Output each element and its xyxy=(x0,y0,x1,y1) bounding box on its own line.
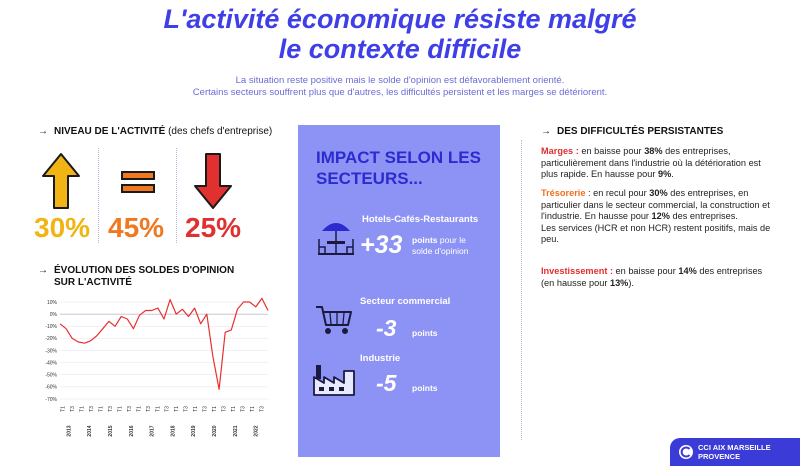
marges-paragraph: Marges : en baisse pour 38% des entreprises, particulièrement dans l'industrie où la détérioration est plus rapide. En hausse pour 9%. xyxy=(541,146,761,180)
x-sub-label: T3 xyxy=(108,406,114,412)
x-sub-label: T3 xyxy=(259,406,266,412)
difficulties-heading: → DES DIFFICULTÉS PERSISTANTES xyxy=(541,126,724,137)
activity-down-pct: 25% xyxy=(185,212,242,243)
impact-title: IMPACT SELON LES SECTEURS... xyxy=(316,148,481,188)
shopping-cart-icon xyxy=(314,303,354,337)
cafe-table-icon xyxy=(316,217,356,257)
x-sub-label: T1 xyxy=(212,406,218,412)
logo-text: CCI AIX MARSEILLE PROVENCE xyxy=(698,443,771,461)
x-year-label: 2022 xyxy=(253,425,260,437)
x-year-label: 2018 xyxy=(170,425,177,437)
x-year-label: 2019 xyxy=(191,425,198,437)
industry-label: Industrie xyxy=(360,353,401,364)
series-line xyxy=(60,298,268,389)
arrow-right-icon: → xyxy=(38,126,48,137)
cci-logo[interactable] xyxy=(670,438,800,466)
y-tick-label: -40% xyxy=(45,360,57,367)
x-sub-label: T3 xyxy=(202,406,209,412)
hcr-value: +33 xyxy=(360,231,403,259)
x-sub-label: T3 xyxy=(183,406,190,412)
activity-up-pct: 30% xyxy=(34,212,91,243)
x-sub-label: T1 xyxy=(79,406,86,412)
x-sub-label: T1 xyxy=(60,406,67,412)
x-year-label: 2015 xyxy=(108,425,114,437)
divider xyxy=(521,140,522,440)
y-tick-label: -20% xyxy=(45,336,57,343)
subtitle-line1: La situation reste positive mais le solde d'opinion est défavorablement orienté. xyxy=(235,75,565,86)
x-sub-label: T1 xyxy=(98,406,105,412)
y-tick-label: -60% xyxy=(45,384,57,391)
page-title-line2: le contexte difficile xyxy=(278,34,522,64)
equal-icon xyxy=(120,170,156,194)
divider xyxy=(176,148,177,243)
tresorerie-paragraph: Trésorerie : en recul pour 30% des entreprises, en particulier dans le secteur commercial, la construction et l'industrie. En hausse pour 12% des entreprises. Les services (HCR et non HCR) restent positifs, mais de peu. xyxy=(541,188,771,245)
hcr-unit: points pour le solde d'opinion xyxy=(412,235,469,256)
activity-heading: → NIVEAU DE L'ACTIVITÉ (des chefs d'entreprise) xyxy=(38,126,273,137)
hcr-label: Hotels-Cafés-Restaurants xyxy=(362,214,479,225)
arrow-up-icon xyxy=(41,152,81,210)
x-sub-label: T3 xyxy=(70,406,77,412)
arrow-down-icon xyxy=(193,152,233,210)
subtitle-line2: Certains secteurs souffrent plus que d'autres, les difficultés persistent et les marges se détériorent. xyxy=(192,87,608,98)
x-year-label: 2021 xyxy=(232,425,239,437)
x-year-label: 2013 xyxy=(66,425,73,437)
activity-heading-note: (des chefs d'entreprise) xyxy=(168,126,273,137)
divider xyxy=(98,148,99,243)
investissement-paragraph: Investissement : en baisse pour 14% des entreprises (en hausse pour 13%). xyxy=(541,266,763,288)
x-sub-label: T3 xyxy=(145,406,152,412)
factory-icon xyxy=(312,363,356,397)
x-year-label: 2014 xyxy=(87,425,94,437)
y-tick-label: -70% xyxy=(45,396,57,403)
y-tick-label: -50% xyxy=(45,372,57,379)
x-year-label: 2020 xyxy=(212,425,218,437)
evolution-heading: → ÉVOLUTION DES SOLDES D'OPINION SUR L'ACTIVITÉ xyxy=(38,265,235,288)
commerce-value: -3 xyxy=(376,315,397,341)
commerce-unit: points xyxy=(412,328,438,338)
y-tick-label: 10% xyxy=(46,299,57,306)
cci-logo-icon xyxy=(678,444,694,460)
y-tick-label: -30% xyxy=(45,348,57,355)
x-year-label: 2016 xyxy=(128,425,135,437)
impact-panel xyxy=(298,125,500,457)
arrow-right-icon: → xyxy=(38,265,48,276)
x-sub-label: T1 xyxy=(136,406,143,412)
x-sub-label: T1 xyxy=(174,406,181,412)
x-sub-label: T3 xyxy=(240,406,247,412)
x-sub-label: T1 xyxy=(249,406,256,412)
x-sub-label: T1 xyxy=(117,406,124,412)
industry-unit: points xyxy=(412,383,438,393)
x-sub-label: T3 xyxy=(89,406,96,412)
x-sub-label: T3 xyxy=(126,406,133,412)
x-year-label: 2017 xyxy=(149,425,156,437)
y-tick-label: 0% xyxy=(49,311,57,318)
x-sub-label: T1 xyxy=(155,406,162,412)
arrow-right-icon: → xyxy=(541,126,551,137)
page-title-line1: L'activité économique résiste malgré xyxy=(163,4,637,34)
x-sub-label: T3 xyxy=(164,406,171,412)
commerce-label: Secteur commercial xyxy=(360,296,451,307)
x-sub-label: T1 xyxy=(193,406,200,412)
x-sub-label: T3 xyxy=(221,406,228,412)
x-sub-label: T1 xyxy=(230,406,237,412)
opinion-balance-chart xyxy=(36,296,272,441)
industry-value: -5 xyxy=(376,370,397,396)
y-tick-label: -10% xyxy=(45,324,57,331)
activity-equal-pct: 45% xyxy=(108,212,165,243)
